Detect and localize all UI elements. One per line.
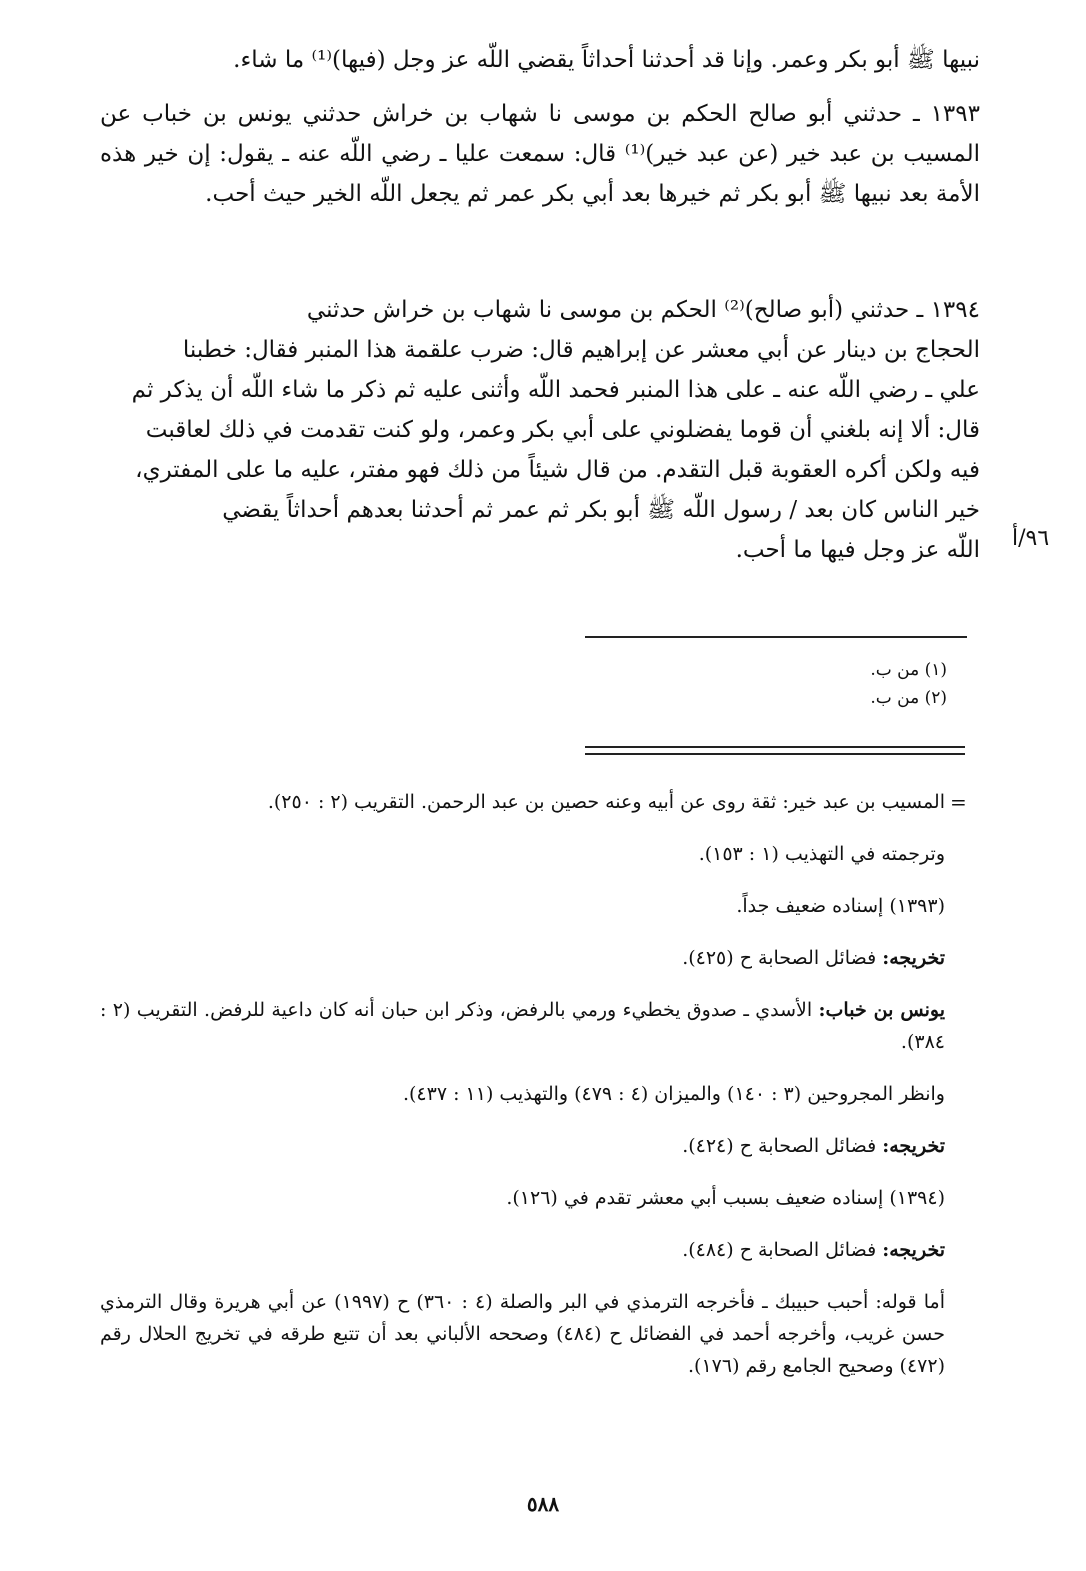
- commentary-note: المسيب بن عبد خير: ثقة روى عن أبيه وعنه حصين بن عبد الرحمن. التقريب (٢ : ٢٥٠).: [267, 791, 945, 813]
- commentary-note: [100, 942, 945, 974]
- takhrij-label: تخريجه:: [882, 1135, 945, 1157]
- takhrij-label: تخريجه:: [882, 1239, 945, 1261]
- footnote-1: (١) من ب.: [870, 660, 947, 680]
- commentary-section: [100, 786, 945, 1402]
- footnotes: [585, 656, 947, 712]
- narrator-name: يونس بن خباب:: [818, 999, 945, 1021]
- hadith-1394-line: ١٣٩٤ ـ حدثني (أبو صالح)⁽²⁾ الحكم بن موسى نا شهاب بن خراش حدثني: [306, 297, 980, 323]
- commentary-note: وانظر المجروحين (٣ : ١٤٠) والميزان (٤ : ٤٧٩) والتهذيب (١١ : ٤٣٧).: [402, 1083, 945, 1105]
- takhrij-text: فضائل الصحابة ح (٤٢٥).: [682, 947, 883, 969]
- commentary-divider-bottom: [585, 753, 965, 755]
- continuation-mark: =: [950, 790, 967, 814]
- continuation-line: نبيها ﷺ أبو بكر وعمر. وإنا قد أحدثنا أحداثاً يقضي اللّه عز وجل (فيها)⁽¹⁾ ما شاء.: [233, 47, 980, 73]
- commentary-divider-top: [585, 746, 965, 748]
- commentary-note: وترجمته في التهذيب (١ : ١٥٣).: [698, 843, 945, 865]
- takhrij-text: فضائل الصحابة ح (٤٢٤).: [682, 1135, 883, 1157]
- footnote-2: (٢) من ب.: [870, 688, 947, 708]
- footnote-divider: [585, 636, 967, 638]
- hadith-1394-line: خير الناس كان بعد / رسول اللّه ﷺ أبو بكر ثم عمر ثم أحدثنا بعدهم أحداثاً يقضي: [222, 497, 980, 523]
- hadith-1394-line: علي ـ رضي اللّه عنه ـ على هذا المنبر فحمد اللّه وأثنى عليه ثم ذكر ما شاء اللّه أن يذكر ثم: [131, 377, 980, 403]
- commentary-note: [100, 1234, 945, 1266]
- narrator-text: الأسدي ـ صدوق يخطيء ورمي بالرفض، وذكر ابن حبان أنه كان داعية للرفض. التقريب (٢ : ٣٨٤).: [100, 999, 945, 1053]
- hadith-1394-line: اللّه عز وجل فيها ما أحب.: [735, 537, 980, 563]
- commentary-note: [100, 1130, 945, 1162]
- takhrij-text: فضائل الصحابة ح (٤٨٤).: [682, 1239, 883, 1261]
- commentary-note: (١٣٩٣) إسناده ضعيف جداً.: [736, 895, 945, 917]
- takhrij-label: تخريجه:: [882, 947, 945, 969]
- hadith-1394-line: الحجاج بن دينار عن أبي معشر عن إبراهيم قال: ضرب علقمة هذا المنبر فقال: خطبنا: [182, 337, 980, 363]
- hadith-1394-line: قال: ألا إنه بلغني أن قوما يفضلوني على أبي بكر وعمر، ولو كنت تقدمت في ذلك لعاقبت: [145, 417, 980, 443]
- hadith-1394: [100, 290, 980, 570]
- commentary-note: [100, 994, 945, 1058]
- hadith-1394-line: فيه ولكن أكره العقوبة قبل التقدم. من قال شيئاً من ذلك فهو مفتر، عليه ما على المفتري،: [135, 457, 980, 483]
- page-number: ٥٨٨: [526, 1492, 560, 1516]
- commentary-note: أما قوله: أحبب حبيبك ـ فأخرجه الترمذي في البر والصلة (٤ : ٣٦٠) ح (١٩٩٧) عن أبي هريرة وقال الترمذي حسن غريب، وأخرجه أحمد في الفضائل ح (٤٨٤) وصححه الألباني بعد أن تتبع طرقه في تخريج الحلال رقم (٤٧٢) وصحيح الجامع رقم (١٧٦).: [100, 1291, 946, 1377]
- hadith-1393: ١٣٩٣ ـ حدثني أبو صالح الحكم بن موسى نا شهاب بن خراش حدثني يونس بن خباب عن المسيب بن عبد خير (عن عبد خير)⁽¹⁾ قال: سمعت عليا ـ رضي اللّه عنه ـ يقول: إن خير هذه الأمة بعد نبيها ﷺ أبو بكر ثم خيرها بعد أبي بكر عمر ثم يجعل اللّه الخير حيث أحب.: [100, 101, 980, 207]
- manuscript-folio-marker: ٩٦/أ: [1012, 526, 1050, 551]
- commentary-note: (١٣٩٤) إسناده ضعيف بسبب أبي معشر تقدم في (١٢٦).: [506, 1187, 945, 1209]
